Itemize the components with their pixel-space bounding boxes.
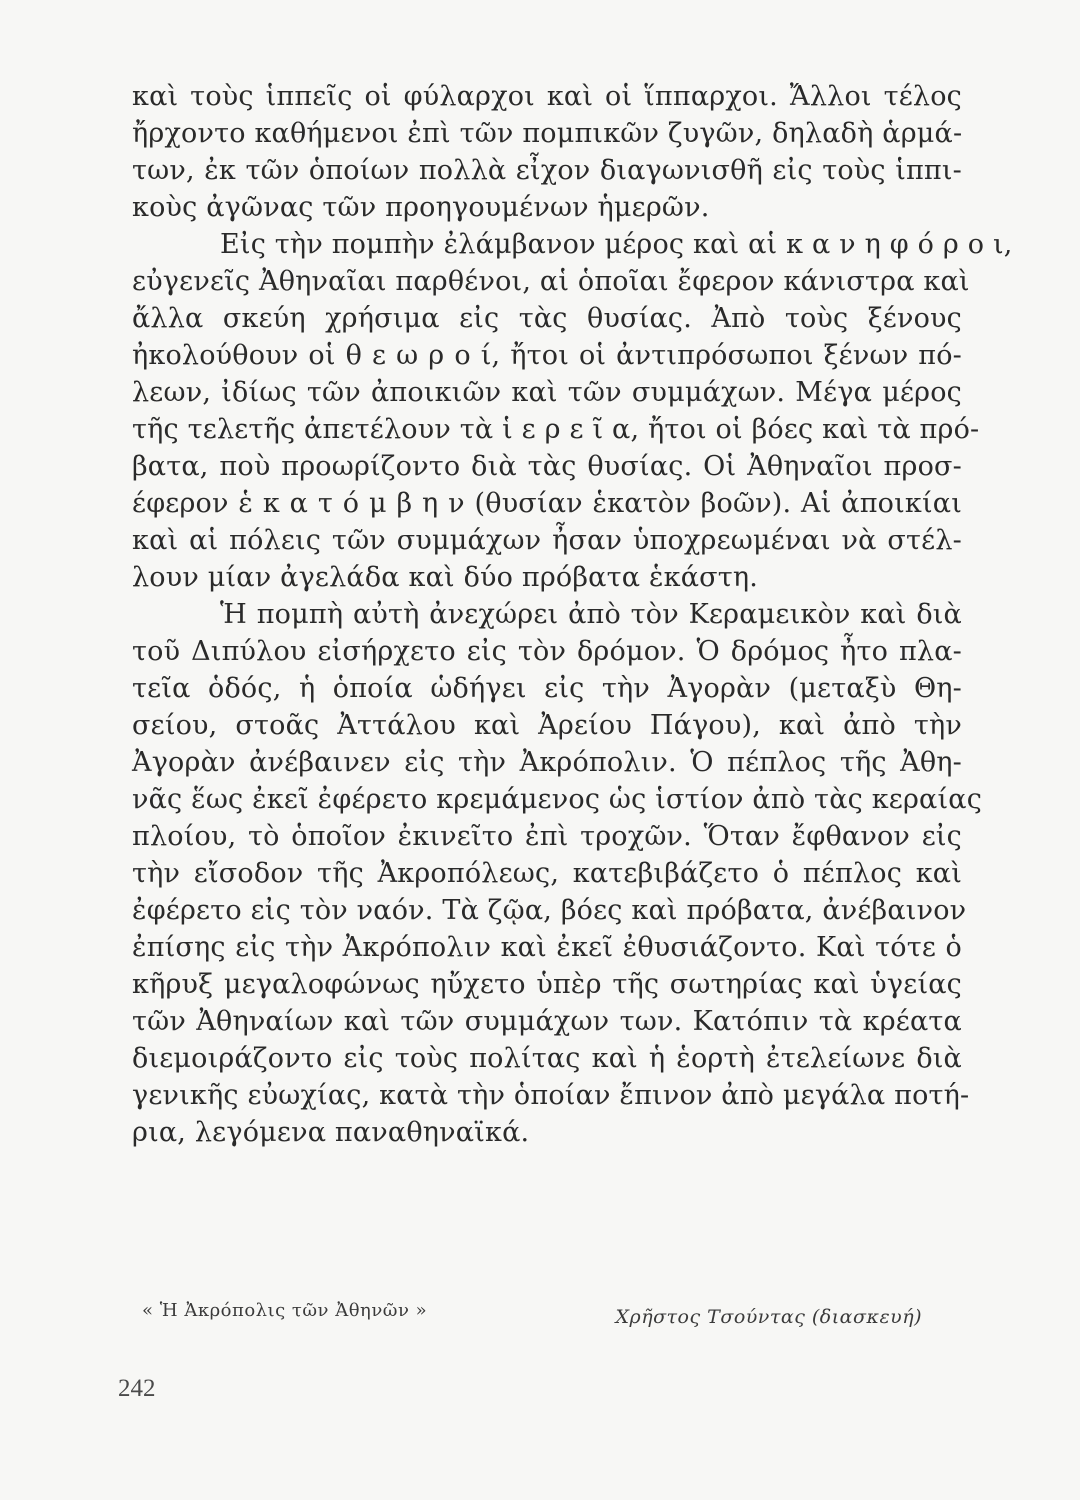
page-number: 242 [118, 1375, 156, 1402]
text-line: γενικῆς εὐωχίας, κατὰ τὴν ὁποίαν ἔπινον ἀπὸ μεγάλα ποτή- [132, 1080, 970, 1111]
text-line: βατα, ποὺ προωρίζοντο διὰ τὰς θυσίας. Οἱ Ἀθηναῖοι προσ- [132, 451, 962, 482]
source-title: « Ἡ Ἀκρόπολις τῶν Ἀθηνῶν » [142, 1300, 428, 1321]
text-line: λεων, ἰδίως τῶν ἀποικιῶν καὶ τῶν συμμάχων. Μέγα μέρος [132, 377, 962, 408]
text-line: ἐπίσης εἰς τὴν Ἀκρόπολιν καὶ ἐκεῖ ἐθυσιάζοντο. Καὶ τότε ὁ [132, 932, 962, 963]
author-credit: Χρῆστος Τσούντας (διασκευή) [615, 1306, 922, 1328]
text-line: Ἀγορὰν ἀνέβαινεν εἰς τὴν Ἀκρόπολιν. Ὁ πέπλος τῆς Ἀθη- [132, 747, 962, 778]
text-line: τεῖα ὁδός, ἡ ὁποία ὡδήγει εἰς τὴν Ἀγορὰν (μεταξὺ Θη- [132, 673, 962, 704]
text-line: ἐφέρετο εἰς τὸν ναόν. Τὰ ζῷα, βόες καὶ πρόβατα, ἀνέβαινον [132, 895, 967, 926]
text-line: Ἡ πομπὴ αὐτὴ ἀνεχώρει ἀπὸ τὸν Κεραμεικὸν καὶ διὰ [220, 599, 962, 630]
text-line: κῆρυξ μεγαλοφώνως ηὔχετο ὑπὲρ τῆς σωτηρίας καὶ ὑγείας [132, 969, 962, 1000]
text-line: νᾶς ἕως ἐκεῖ ἐφέρετο κρεμάμενος ὡς ἱστίον ἀπὸ τὰς κεραίας [132, 784, 983, 815]
text-line: ἠκολούθουν οἱ θ ε ω ρ ο ί, ἤτοι οἱ ἀντιπρόσωποι ξένων πό- [132, 340, 962, 371]
text-line: λουν μίαν ἀγελάδα καὶ δύο πρόβατα ἑκάστη. [132, 562, 759, 593]
text-line: ἄλλα σκεύη χρήσιμα εἰς τὰς θυσίας. Ἀπὸ τοὺς ξένους [132, 303, 962, 334]
text-line: έφερον ἑ κ α τ ό μ β η ν (θυσίαν ἑκατὸν βοῶν). Αἱ ἀποικίαι [132, 488, 962, 519]
text-line: διεμοιράζοντο εἰς τοὺς πολίτας καὶ ἡ ἑορτὴ ἐτελείωνε διὰ [132, 1043, 962, 1074]
text-line: Εἰς τὴν πομπὴν ἐλάμβανον μέρος καὶ αἱ κ α ν η φ ό ρ ο ι, [220, 229, 1013, 260]
text-line: καὶ τοὺς ἱππεῖς οἱ φύλαρχοι καὶ οἱ ἵππαρχοι. Ἄλλοι τέλος [132, 81, 962, 112]
text-line: εὐγενεῖς Ἀθηναῖαι παρθένοι, αἱ ὁποῖαι ἔφερον κάνιστρα καὶ [132, 266, 970, 297]
text-line: τὴν εἴσοδον τῆς Ἀκροπόλεως, κατεβιβάζετο ὁ πέπλος καὶ [132, 858, 962, 889]
body-text [132, 78, 1013, 1151]
text-line: ἤρχοντο καθήμενοι ἐπὶ τῶν πομπικῶν ζυγῶν, δηλαδὴ ἁρμά- [132, 118, 963, 149]
text-line: τῆς τελετῆς ἀπετέλουν τὰ ἱ ε ρ ε ῖ α, ἤτοι οἱ βόες καὶ τὰ πρό- [132, 414, 980, 445]
text-line: πλοίου, τὸ ὁποῖον ἐκινεῖτο ἐπὶ τροχῶν. Ὅταν ἔφθανον εἰς [132, 821, 962, 852]
attribution-row [142, 1300, 942, 1340]
text-line: κοὺς ἀγῶνας τῶν προηγουμένων ἡμερῶν. [132, 192, 710, 223]
text-line: σείου, στοᾶς Ἀττάλου καὶ Ἀρείου Πάγου), καὶ ἀπὸ τὴν [132, 710, 962, 741]
text-line: τῶν Ἀθηναίων καὶ τῶν συμμάχων των. Κατόπιν τὰ κρέατα [132, 1006, 962, 1037]
text-line: καὶ αἱ πόλεις τῶν συμμάχων ἦσαν ὑποχρεωμέναι νὰ στέλ- [132, 525, 962, 556]
text-line: ρια, λεγόμενα παναθηναϊκά. [132, 1117, 530, 1148]
text-line: των, ἐκ τῶν ὁποίων πολλὰ εἶχον διαγωνισθῆ εἰς τοὺς ἱππι- [132, 155, 962, 186]
text-line: τοῦ Διπύλου εἰσήρχετο εἰς τὸν δρόμον. Ὁ δρόμος ἦτο πλα- [132, 636, 962, 667]
